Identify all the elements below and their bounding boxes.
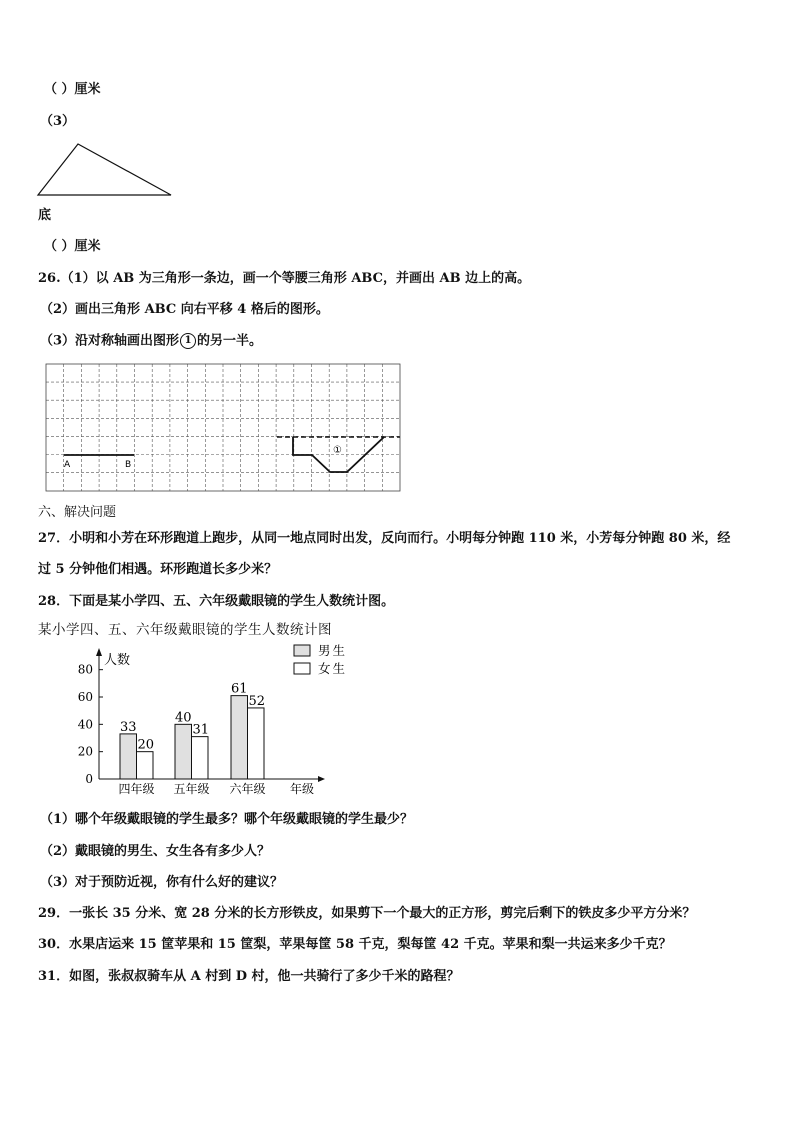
q29-text: 29．一张长 35 分米、宽 28 分米的长方形铁皮，如果剪下一个最大的正方形，剪完后剩下的铁皮多少平方分米？ bbox=[38, 906, 696, 921]
answer-blank-2: （ ）厘米 bbox=[44, 239, 101, 254]
y-tick-label: 0 bbox=[85, 772, 93, 786]
y-tick-label: 80 bbox=[77, 662, 93, 677]
q28-intro: 28．下面是某小学四、五、六年级戴眼镜的学生人数统计图。 bbox=[38, 594, 395, 609]
q27-line2: 过 5 分钟他们相遇。环形跑道长多少米？ bbox=[38, 562, 278, 577]
bar-value-label: 31 bbox=[192, 722, 210, 738]
bar-value-label: 40 bbox=[174, 710, 192, 726]
bar bbox=[248, 708, 265, 779]
q26-line1: 26.（1）以 AB 为三角形一条边，画一个等腰三角形 ABC，并画出 AB 边上的高。 bbox=[38, 271, 531, 286]
q26-line3-pre: （3）沿对称轴画出图形 bbox=[40, 333, 180, 349]
section6-title: 六、解决问题 bbox=[38, 505, 117, 520]
legend-swatch bbox=[294, 663, 310, 674]
q26-line2: （2）画出三角形 ABC 向右平移 4 格后的图形。 bbox=[40, 302, 329, 317]
legend-swatch bbox=[294, 645, 310, 656]
y-tick-label: 40 bbox=[77, 717, 93, 732]
bar-value-label: 52 bbox=[248, 693, 266, 709]
y-axis-arrow bbox=[96, 648, 102, 656]
x-tick-label: 五年级 bbox=[173, 782, 210, 796]
q31-text: 31．如图，张叔叔骑车从 A 村到 D 村，他一共骑行了多少千米的路程？ bbox=[38, 969, 460, 984]
bar-value-label: 33 bbox=[119, 719, 137, 735]
y-axis-label: 人数 bbox=[104, 653, 131, 668]
y-tick-label: 60 bbox=[77, 690, 93, 704]
base-label: 底 bbox=[38, 208, 52, 223]
part3-label: （3） bbox=[40, 114, 76, 129]
x-tick-label: 六年级 bbox=[229, 782, 266, 796]
point-a-label: A bbox=[64, 460, 71, 470]
circled-number: 1 bbox=[180, 333, 196, 349]
x-axis-label: 年级 bbox=[290, 782, 315, 796]
bar-value-label: 61 bbox=[230, 681, 248, 697]
answer-blank-1: （ ）厘米 bbox=[44, 82, 101, 97]
chart-title: 某小学四、五、六年级戴眼镜的学生人数统计图 bbox=[38, 622, 332, 638]
bar bbox=[231, 696, 248, 779]
point-b-label: B bbox=[125, 460, 132, 470]
x-tick-label: 四年级 bbox=[118, 782, 155, 796]
x-axis-arrow bbox=[318, 776, 325, 782]
bar bbox=[120, 734, 137, 779]
q28-sub1: （1）哪个年级戴眼镜的学生最多？哪个年级戴眼镜的学生最少？ bbox=[40, 812, 414, 827]
bar bbox=[137, 752, 154, 779]
legend-label: 男生 bbox=[318, 643, 348, 658]
bar bbox=[175, 724, 192, 779]
q28-sub3: （3）对于预防近视，你有什么好的建议？ bbox=[40, 875, 284, 890]
q30-text: 30．水果店运来 15 筐苹果和 15 筐梨，苹果每筐 58 千克，梨每筐 42 千克。苹果和梨一共运来多少千克？ bbox=[38, 937, 672, 952]
bar-value-label: 20 bbox=[137, 737, 155, 753]
y-tick-label: 20 bbox=[77, 744, 93, 759]
bar bbox=[192, 737, 209, 779]
q28-sub2: （2）戴眼镜的男生、女生各有多少人？ bbox=[40, 844, 271, 859]
legend-label: 女生 bbox=[318, 661, 348, 676]
q27-line1: 27．小明和小芳在环形跑道上跑步，从同一地点同时出发，反向而行。小明每分钟跑 110 米，小芳每分钟跑 80 米，经 bbox=[38, 531, 731, 546]
q26-line3-post: 的另一半。 bbox=[197, 333, 263, 349]
figure-label: ① bbox=[333, 445, 342, 456]
